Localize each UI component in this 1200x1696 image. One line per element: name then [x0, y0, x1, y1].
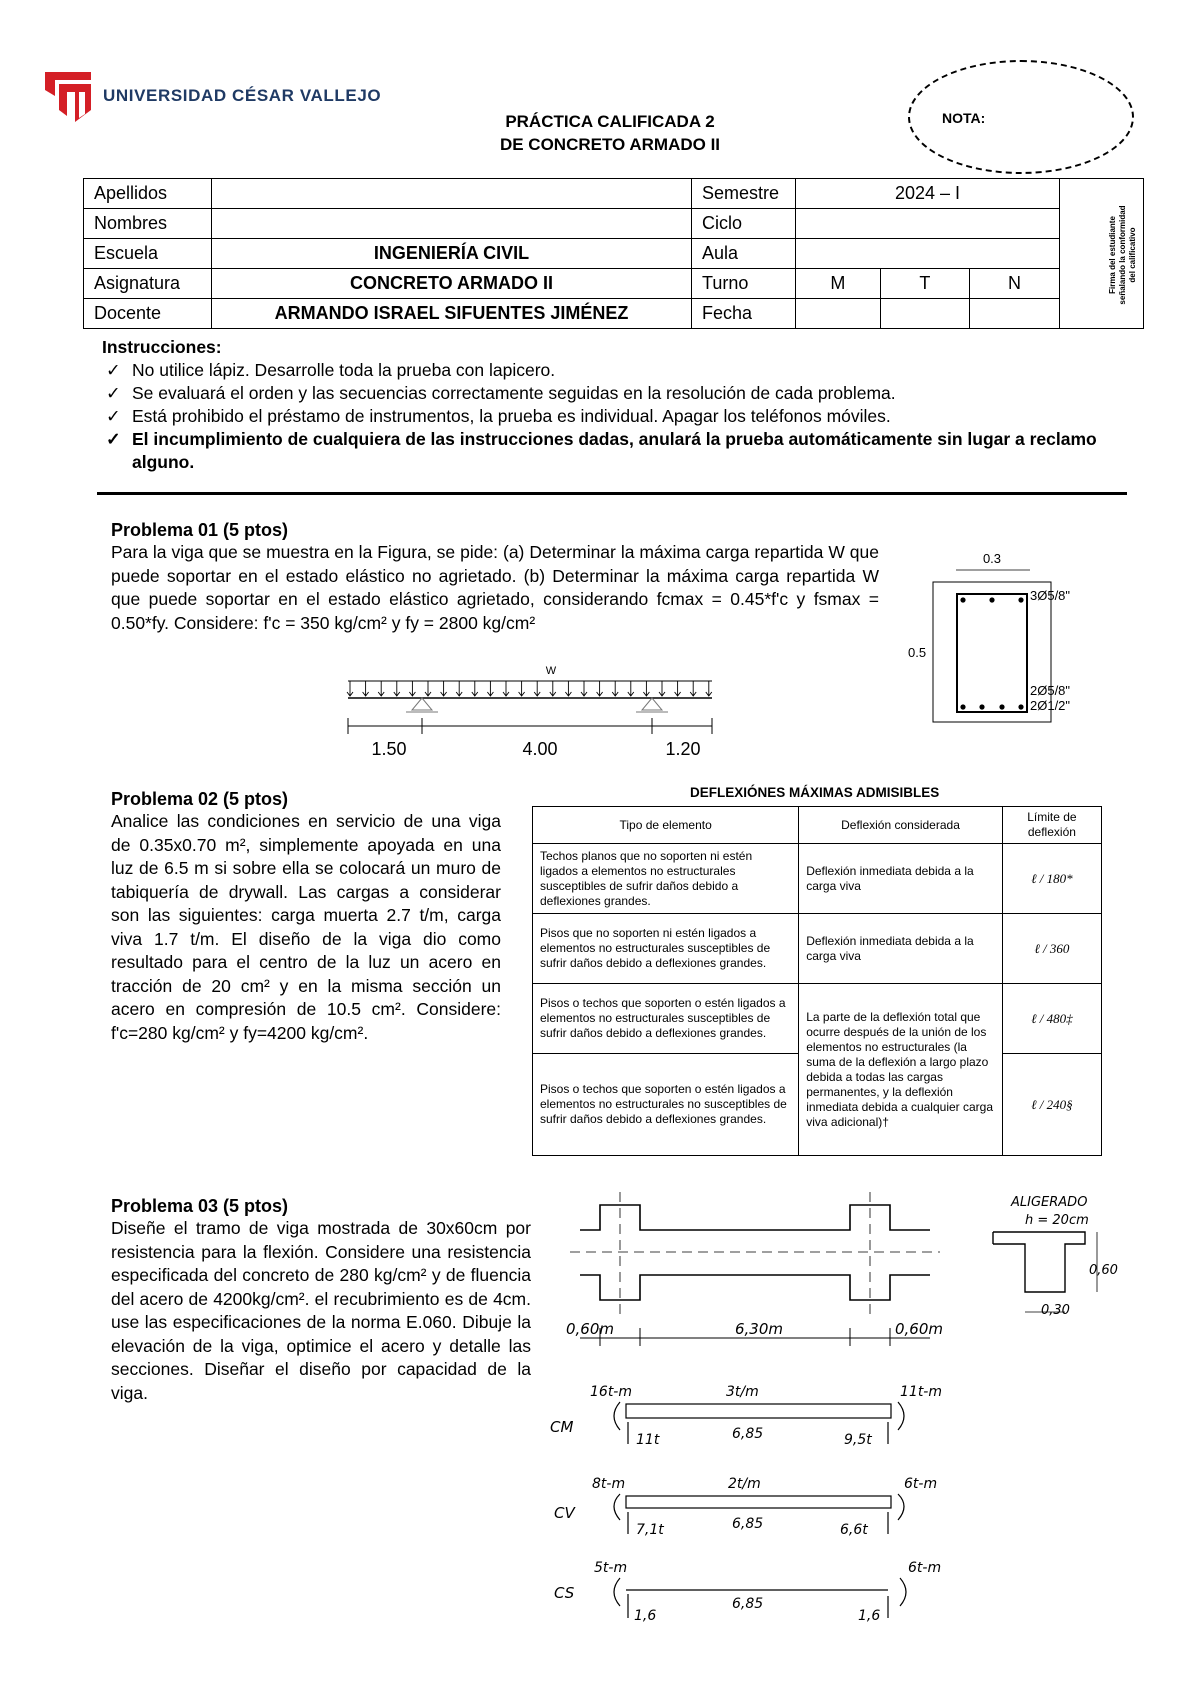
col-limite: Límite de deflexión — [1002, 807, 1101, 844]
problem-1-beam-diagram — [340, 660, 720, 760]
semestre-label: Semestre — [692, 179, 796, 209]
apellidos-label: Apellidos — [84, 179, 212, 209]
problem-1-title: Problema 01 (5 ptos) — [111, 520, 289, 540]
top-steel-label: 3Ø5/8" — [1030, 588, 1071, 603]
cs-reaction-right: 1,6 — [858, 1608, 881, 1624]
cs-moment-left: 5t-m — [594, 1560, 628, 1576]
plan-dim-right: 0,60m — [895, 1320, 944, 1338]
university-name: UNIVERSIDAD CÉSAR VALLEJO — [103, 86, 382, 105]
university-logo — [45, 70, 95, 122]
aula-field[interactable] — [796, 239, 1060, 269]
deflection-table — [532, 806, 1102, 1156]
semestre-value: 2024 – I — [796, 179, 1060, 209]
asignatura-label: Asignatura — [84, 269, 212, 299]
nombres-field[interactable] — [212, 209, 692, 239]
section-note-aligerado: ALIGERADO — [1011, 1195, 1088, 1210]
load-arrow — [409, 681, 415, 696]
cm-reaction-right: 9,5t — [844, 1432, 872, 1448]
load-arrow — [519, 681, 525, 696]
load-arrow — [612, 681, 618, 696]
page-title-line1: PRÁCTICA CALIFICADA 2 — [505, 112, 715, 131]
table-row: Pisos o techos que soporten o estén ligados a elementos no estructurales susceptibles de sufrir daños debido a deflexiones grandes. La parte de la deflexión total que ocurre después de la unión de los elementos no estructurales (la suma de la deflexión a largo plazo debida a todas las cargas permanentes, y la deflexión inmediata debida a cualquier carga viva adicional)† ℓ / 480‡ — [533, 984, 1102, 1054]
load-arrow — [441, 681, 447, 696]
fecha-day[interactable] — [796, 299, 881, 329]
load-arrow — [394, 681, 400, 696]
problem-2 — [111, 789, 501, 1045]
escuela-label: Escuela — [84, 239, 212, 269]
problem-3-plan-sketch — [560, 1190, 980, 1350]
check-icon: ✓ — [106, 406, 121, 426]
student-info-table — [83, 178, 1144, 329]
instruction-item: ✓ No utilice lápiz. Desarrolle toda la prueba con lapicero. — [106, 360, 556, 380]
load-arrow — [628, 681, 634, 696]
problem-1-cross-section — [900, 548, 1100, 728]
load-label: W — [545, 665, 557, 677]
cv-moment-left: 8t-m — [592, 1476, 626, 1492]
table-row: Techos planos que no soporten ni estén ligados a elementos no estructurales susceptibles de sufrir daños debido a deflexiones grandes. Deflexión inmediata debida a la carga viva ℓ / 180* — [533, 844, 1102, 914]
load-arrow — [706, 681, 712, 696]
span-left: 1.50 — [371, 739, 407, 759]
problem-2-title: Problema 02 (5 ptos) — [111, 789, 289, 809]
section-height-label: 0.5 — [908, 645, 927, 660]
section-note-width: 0,30 — [1041, 1303, 1070, 1318]
escuela-value: INGENIERÍA CIVIL — [212, 239, 692, 269]
deflection-table-title: DEFLEXIÓNES MÁXIMAS ADMISIBLES — [690, 785, 940, 800]
table-row: Pisos que no soporten ni estén ligados a elementos no estructurales susceptibles de sufrir daños debido a deflexiones grandes. Deflexión inmediata debida a la carga viva ℓ / 360 — [533, 914, 1102, 984]
check-icon: ✓ — [106, 360, 121, 380]
load-arrow — [534, 681, 540, 696]
plan-dim-left: 0,60m — [566, 1320, 615, 1338]
cs-length: 6,85 — [732, 1596, 764, 1612]
instructions-heading: Instrucciones: — [102, 337, 222, 357]
load-arrow — [503, 681, 509, 696]
ciclo-label: Ciclo — [692, 209, 796, 239]
page-title-line2: DE CONCRETO ARMADO II — [499, 135, 721, 154]
instructions — [102, 336, 1122, 474]
load-arrow — [659, 681, 665, 696]
problem-1-text: Para la viga que se muestra en la Figura, se pide: (a) Determinar la máxima carga repartida W que puede soportar en el estado elástico no agrietado. (b) Determinar la máxima carga repartida W que puede soportar en el estado elástico agrietado, considerando fcmax = 0.45*f'c y fsmax = 0.50*fy. Considere: f'c = 350 kg/cm² y fy = 2800 kg/cm² — [111, 542, 879, 633]
cs-moment-right: 6t-m — [908, 1560, 942, 1576]
cv-moment-right: 6t-m — [904, 1476, 938, 1492]
load-arrow — [550, 681, 556, 696]
turno-t[interactable]: T — [880, 269, 969, 299]
problem-1 — [111, 520, 879, 635]
load-arrow — [472, 681, 478, 696]
problem-3 — [111, 1196, 531, 1405]
load-arrow — [565, 681, 571, 696]
problem-3-section-sketch — [985, 1192, 1125, 1332]
turno-n[interactable]: N — [969, 269, 1059, 299]
section-width-label: 0.3 — [982, 551, 1002, 566]
plan-dim-middle: 6,30m — [735, 1320, 784, 1338]
turno-label: Turno — [692, 269, 796, 299]
nombres-label: Nombres — [84, 209, 212, 239]
docente-value: ARMANDO ISRAEL SIFUENTES JIMÉNEZ — [212, 299, 692, 329]
cm-moment-right: 11t-m — [900, 1384, 942, 1400]
instruction-item: ✓ Está prohibido el préstamo de instrumentos, la prueba es individual. Apagar los teléfonos móviles. — [106, 406, 891, 426]
cs-reaction-left: 1,6 — [634, 1608, 657, 1624]
load-arrow — [363, 681, 369, 696]
bottom-steel-label-1: 2Ø5/8" — [1030, 683, 1071, 698]
instruction-item: ✓ Se evaluará el orden y las secuencias correctamente seguidas en la resolución de cada problema. — [106, 383, 896, 403]
cs-label: CS — [554, 1584, 575, 1602]
section-note-h: h = 20cm — [1025, 1213, 1089, 1228]
asignatura-value: CONCRETO ARMADO II — [212, 269, 692, 299]
cm-moment-left: 16t-m — [590, 1384, 632, 1400]
check-icon: ✓ — [106, 429, 121, 449]
fecha-label: Fecha — [692, 299, 796, 329]
load-arrow — [675, 681, 681, 696]
docente-label: Docente — [84, 299, 212, 329]
problem-2-text: Analice las condiciones en servicio de una viga de 0.35x0.70 m², simplemente apoyada en una luz de 6.5 m si sobre ella se colocará un muro de tabiquería de drywall. Las cargas a considerar son las siguientes: carga muerta 2.7 t/m, carga viva 1.7 t/m. El diseño de la viga dio como resultado para el centro de la luz un acero en tracción de 20 cm² y en la misma sección un acero en compresión de 10.5 cm². Considere: f'c=280 kg/cm² y fy=4200 kg/cm². — [111, 811, 501, 1043]
cv-label: CV — [554, 1504, 575, 1522]
load-arrow — [456, 681, 462, 696]
load-arrow — [347, 681, 353, 696]
col-deflexion: Deflexión considerada — [799, 807, 1003, 844]
load-arrow — [643, 681, 649, 696]
fecha-month[interactable] — [880, 299, 969, 329]
signature-caption: Firma del estudiante señalando la conformidad del calificativo — [1108, 205, 1137, 305]
fecha-year[interactable] — [969, 299, 1059, 329]
col-tipo: Tipo de elemento — [533, 807, 799, 844]
instruction-item: ✓ El incumplimiento de cualquiera de las instrucciones dadas, anulará la prueba automáticamente sin lugar a reclamo alguno. — [106, 429, 1097, 472]
cv-reaction-left: 7,1t — [636, 1522, 664, 1538]
cm-length: 6,85 — [732, 1426, 764, 1442]
load-arrow — [487, 681, 493, 696]
load-arrow — [690, 681, 696, 696]
load-arrow — [581, 681, 587, 696]
check-icon: ✓ — [106, 383, 121, 403]
aula-label: Aula — [692, 239, 796, 269]
span-right: 1.20 — [665, 739, 701, 759]
grade-label: NOTA: — [942, 110, 986, 126]
apellidos-field[interactable] — [212, 179, 692, 209]
divider — [97, 492, 1127, 495]
table-row: Pisos o techos que soporten o estén ligados a elementos no estructurales no susceptibles de sufrir daños debido a deflexiones grandes. ℓ / 240§ — [533, 1054, 1102, 1156]
bottom-steel-label-2: 2Ø1/2" — [1030, 698, 1071, 713]
cm-reaction-left: 11t — [636, 1432, 660, 1448]
ciclo-field[interactable] — [796, 209, 1060, 239]
problem-3-title: Problema 03 (5 ptos) — [111, 1196, 289, 1216]
problem-3-loading-diagrams — [548, 1382, 968, 1662]
cm-distributed-load: 3t/m — [726, 1384, 759, 1400]
cm-label: CM — [550, 1418, 574, 1436]
section-note-height: 0,60 — [1089, 1263, 1118, 1278]
load-arrow — [425, 681, 431, 696]
cv-distributed-load: 2t/m — [728, 1476, 761, 1492]
cv-reaction-right: 6,6t — [840, 1522, 868, 1538]
span-middle: 4.00 — [522, 739, 558, 759]
problem-3-text: Diseñe el tramo de viga mostrada de 30x60cm por resistencia para la flexión. Considere una resistencia especificada del concreto de 280 kg/cm² y de fluencia del acero de 4200kg/cm². el recubrimiento es de 4cm. use las especificaciones de la norma E.060. Dibuje la elevación de la viga, optimice el acero y detalle las secciones. Diseñar el diseño por capacidad de la viga. — [111, 1218, 531, 1403]
turno-m[interactable]: M — [796, 269, 881, 299]
load-arrow — [597, 681, 603, 696]
cv-length: 6,85 — [732, 1516, 764, 1532]
load-arrow — [378, 681, 384, 696]
